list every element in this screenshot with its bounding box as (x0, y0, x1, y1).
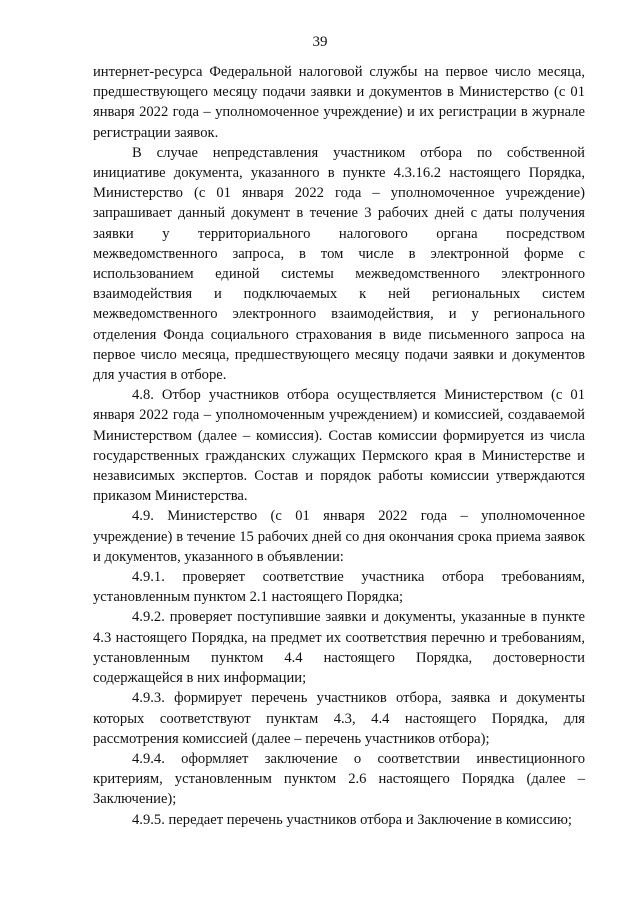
paragraph-4-9-4: 4.9.4. оформляет заключение о соответствии инвестиционного критериям, установленным пунктом 2.6 настоящего Порядка (далее – Заключение); (93, 750, 585, 808)
paragraph-4-9-5: 4.9.5. передает перечень участников отбора и Заключение в комиссию; (132, 811, 572, 828)
paragraph-4-9-2: 4.9.2. проверяет поступившие заявки и документы, указанные в пункте 4.3 настоящего Порядка, на предмет их соответствия перечню и требованиям, установленным пунктом 4.4 настоящего Порядка, достоверности содержащейся в них информации; (93, 609, 585, 687)
document-body (93, 62, 585, 830)
paragraph-4-9-1: 4.9.1. проверяет соответствие участника отбора требованиям, установленным пунктом 2.1 настоящего Порядка; (93, 569, 585, 606)
page-number: 39 (312, 34, 328, 50)
paragraph-continuation: интернет-ресурса Федеральной налоговой службы на первое число месяца, предшествующего месяцу подачи заявки и документов в Министерство (с 01 января 2022 года – уполномоченное учреждение) и их регистрации в журнале регистрации заявок. (93, 64, 585, 141)
paragraph-4-9: 4.9. Министерство (с 01 января 2022 года – уполномоченное учреждение) в течение 15 рабочих дней со дня окончания срока приема заявок и документов, указанного в объявлении: (93, 508, 585, 565)
paragraph-nonsubmission: В случае непредставления участником отбора по собственной инициативе документа, указанного в пункте 4.3.16.2 настоящего Порядка, Министерство (с 01 января 2022 года – уполномоченное учреждение) запрашивает данный документ в течение 3 рабочих дней с даты получения заявки у территориального налогового органа посредством межведомственного запроса, в том числе в электронной форме с использованием единой системы межведомственного электронного взаимодействия и подключаемых к ней региональных систем межведомственного электронного взаимодействия, и у регионального отделения Фонда социального страхования в виде письменного запроса на первое число месяца, предшествующего месяцу подачи заявки и документов для участия в отборе. (93, 144, 585, 384)
paragraph-4-9-3: 4.9.3. формирует перечень участников отбора, заявка и документы которых соответствуют пунктам 4.3, 4.4 настоящего Порядка, для рассмотрения комиссией (далее – перечень участников отбора); (93, 690, 585, 747)
paragraph-4-8: 4.8. Отбор участников отбора осуществляется Министерством (с 01 января 2022 года – уполномоченным учреждением) и комиссией, создаваемой Министерством (далее – комиссия). Состав комиссии формируется из числа государственных гражданских служащих Пермского края в Министерстве и независимых экспертов. Состав и порядок работы комиссии утверждаются приказом Министерства. (93, 387, 585, 505)
